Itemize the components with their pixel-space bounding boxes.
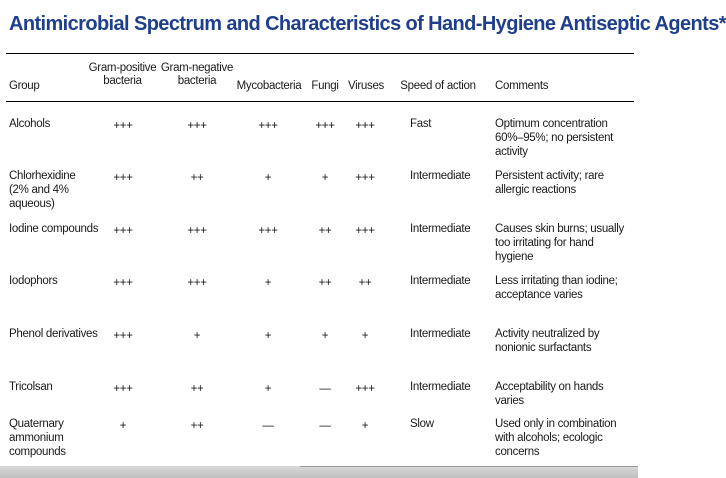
cell-speed: Intermediate — [410, 170, 471, 182]
cell-viruses: +++ — [355, 225, 375, 237]
cell-mycobacteria: + — [264, 330, 272, 342]
top-rule — [6, 53, 634, 54]
cell-viruses: + — [361, 330, 369, 342]
cell-comments: Used only in combination with alcohols; ecologic concerns — [495, 418, 617, 458]
cell-gram-positive: +++ — [113, 120, 133, 132]
cell-viruses: ++ — [358, 277, 372, 289]
cell-speed: Intermediate — [410, 275, 471, 287]
header-fungi: Fungi — [311, 80, 339, 92]
header-comments: Comments — [495, 80, 549, 92]
cell-fungi: + — [321, 330, 329, 342]
cell-fungi: + — [321, 172, 329, 184]
cell-gram-positive: +++ — [113, 225, 133, 237]
cell-speed: Intermediate — [410, 223, 471, 235]
cell-group: Iodophors — [9, 275, 58, 287]
cell-group: Phenol derivatives — [9, 328, 98, 340]
cell-mycobacteria: +++ — [258, 120, 278, 132]
header-group: Group — [9, 80, 40, 92]
cell-comments: Acceptability on hands varies — [495, 381, 604, 407]
header-gram-negative: Gram-negative bacteria — [160, 62, 234, 87]
cell-comments: Less irritating than iodine; acceptance varies — [495, 275, 618, 301]
cell-group: Tricolsan — [9, 381, 53, 393]
footer-accent-line — [300, 466, 638, 467]
cell-gram-positive: +++ — [113, 383, 133, 395]
cell-gram-positive: +++ — [113, 330, 133, 342]
cell-comments: Causes skin burns; usually too irritating for hand hygiene — [495, 223, 624, 263]
cell-gram-positive: + — [119, 420, 127, 432]
cell-fungi: — — [319, 383, 331, 395]
cell-mycobacteria: — — [262, 420, 274, 432]
cell-mycobacteria: + — [264, 172, 272, 184]
cell-gram-positive: +++ — [113, 277, 133, 289]
cell-group: Alcohols — [9, 118, 51, 130]
cell-fungi: +++ — [315, 120, 335, 132]
cell-gram-negative: + — [193, 330, 201, 342]
cell-fungi: ++ — [318, 277, 332, 289]
cell-viruses: +++ — [355, 172, 375, 184]
cell-comments: Activity neutralized by nonionic surfactants — [495, 328, 600, 354]
header-rule — [6, 101, 634, 102]
cell-gram-negative: ++ — [190, 383, 204, 395]
cell-viruses: +++ — [355, 120, 375, 132]
header-gram-positive: Gram-positive bacteria — [88, 62, 157, 87]
cell-group: Quaternary ammonium compounds — [9, 418, 66, 458]
cell-group: Chlorhexidine (2% and 4% aqueous) — [9, 170, 76, 210]
slide-footer-band — [0, 466, 638, 478]
cell-comments: Optimum concentration 60%–95%; no persistent activity — [495, 118, 614, 158]
cell-comments: Persistent activity; rare allergic reactions — [495, 170, 604, 196]
cell-gram-negative: +++ — [187, 225, 207, 237]
cell-speed: Slow — [410, 418, 434, 430]
header-speed-of-action: Speed of action — [400, 80, 476, 92]
header-mycobacteria: Mycobacteria — [236, 80, 302, 92]
cell-gram-negative: ++ — [190, 172, 204, 184]
cell-gram-negative: ++ — [190, 420, 204, 432]
cell-fungi: — — [319, 420, 331, 432]
cell-group: Iodine compounds — [9, 223, 99, 235]
cell-mycobacteria: +++ — [258, 225, 278, 237]
cell-viruses: + — [361, 420, 369, 432]
header-viruses: Viruses — [347, 80, 385, 92]
cell-speed: Intermediate — [410, 381, 471, 393]
cell-fungi: ++ — [318, 225, 332, 237]
cell-viruses: +++ — [355, 383, 375, 395]
cell-gram-negative: +++ — [187, 120, 207, 132]
cell-mycobacteria: + — [264, 277, 272, 289]
cell-gram-positive: +++ — [113, 172, 133, 184]
cell-gram-negative: +++ — [187, 277, 207, 289]
cell-mycobacteria: + — [264, 383, 272, 395]
cell-speed: Fast — [410, 118, 432, 130]
page-title: Antimicrobial Spectrum and Characteristics of Hand-Hygiene Antiseptic Agents* — [9, 13, 726, 35]
cell-speed: Intermediate — [410, 328, 471, 340]
